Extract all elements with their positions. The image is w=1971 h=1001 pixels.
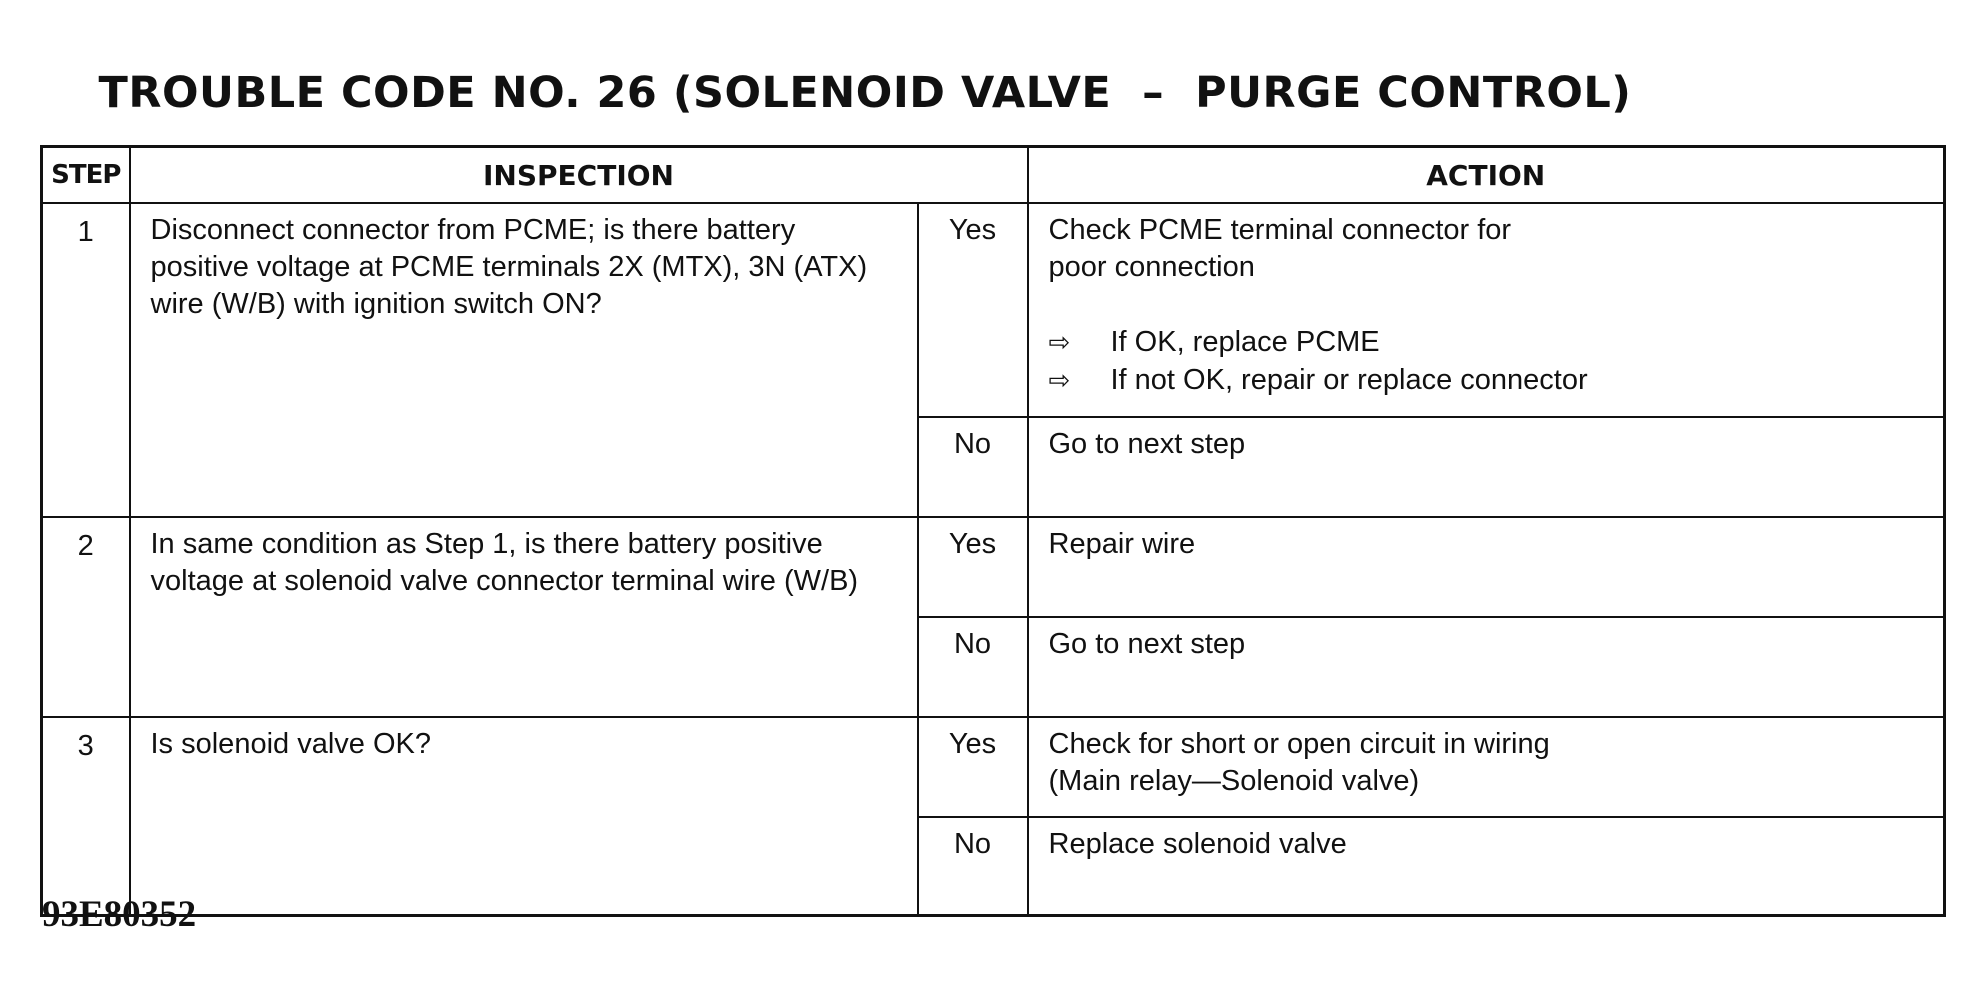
action-line: Check PCME terminal connector for xyxy=(1048,214,1512,246)
trouble-code-table xyxy=(40,145,1946,917)
no-action: Go to next step xyxy=(1028,617,1945,717)
no-label: No xyxy=(918,617,1028,717)
yes-label: Yes xyxy=(918,517,1028,617)
step-column-header: STEP xyxy=(42,147,130,204)
step-number: 1 xyxy=(42,203,130,517)
action-column-header: ACTION xyxy=(1028,147,1945,204)
inspection-column-header: INSPECTION xyxy=(130,147,1028,204)
action-bullet-text: If OK, replace PCME xyxy=(1110,326,1380,358)
action-line: poor connection xyxy=(1048,251,1255,283)
step-number: 2 xyxy=(42,517,130,717)
inspection-text: In same condition as Step 1, is there battery positive voltage at solenoid valve connector terminal wire (W/B) xyxy=(130,517,918,717)
yes-action xyxy=(1028,203,1945,417)
table-row xyxy=(42,717,1945,817)
table-header-row xyxy=(42,147,1945,204)
step-number: 3 xyxy=(42,717,130,916)
yes-label: Yes xyxy=(918,203,1028,417)
inspection-text: Is solenoid valve OK? xyxy=(130,717,918,916)
figure-id: 93E80352 xyxy=(42,894,197,935)
yes-action: Repair wire xyxy=(1028,517,1945,617)
no-label: No xyxy=(918,817,1028,916)
action-line: (Main relay—Solenoid valve) xyxy=(1048,765,1420,797)
hollow-right-arrow-icon: ⇨ xyxy=(1048,328,1071,358)
yes-label: Yes xyxy=(918,717,1028,817)
no-action: Replace solenoid valve xyxy=(1028,817,1945,916)
yes-action xyxy=(1028,717,1945,817)
action-bullet-text: If not OK, repair or replace connector xyxy=(1110,364,1588,396)
action-bullet xyxy=(1049,362,1924,400)
action-line: Check for short or open circuit in wiring xyxy=(1048,728,1550,760)
table-row xyxy=(42,517,1945,617)
no-label: No xyxy=(918,417,1028,517)
table-row xyxy=(42,203,1945,417)
action-bullet xyxy=(1049,324,1924,362)
document-title: TROUBLE CODE NO. 26 (SOLENOID VALVE – PURGE CONTROL) xyxy=(98,68,1632,118)
inspection-text: Disconnect connector from PCME; is there battery positive voltage at PCME terminals 2X (MTX), 3N (ATX) wire (W/B) with ignition switch ON? xyxy=(130,203,918,517)
no-action: Go to next step xyxy=(1028,417,1945,517)
hollow-right-arrow-icon: ⇨ xyxy=(1048,366,1071,396)
